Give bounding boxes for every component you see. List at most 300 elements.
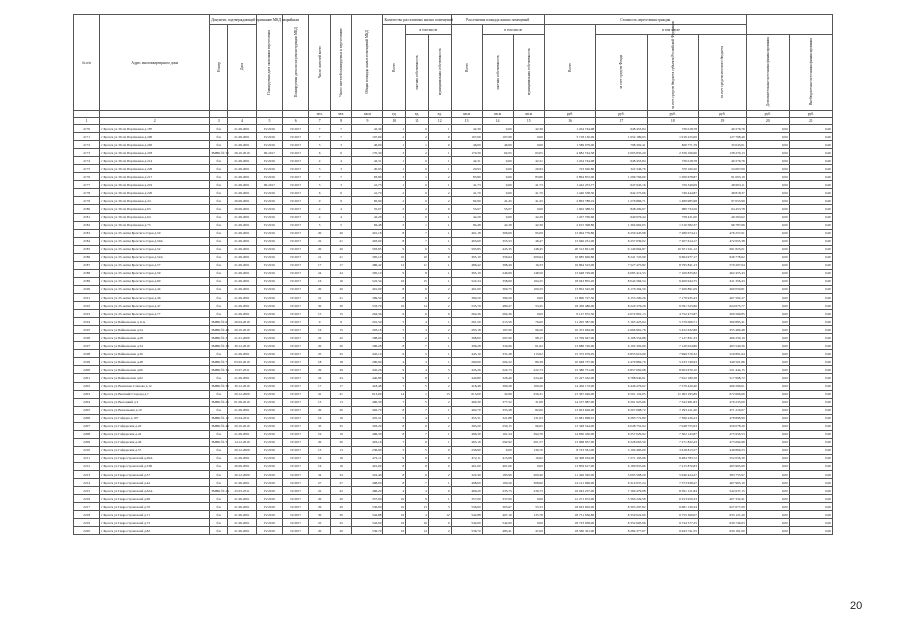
table-cell: 0,00 xyxy=(746,173,789,181)
unit-cell xyxy=(256,111,282,118)
table-cell: 49 293,02 xyxy=(698,213,746,221)
table-cell: 398,00 xyxy=(451,334,482,342)
table-cell: 15 227 432,00 xyxy=(544,374,595,382)
table-cell: 2174 xyxy=(74,157,100,165)
table-cell: 309,28 xyxy=(482,382,513,390)
table-cell: IV.2017 xyxy=(283,390,309,398)
table-cell: 84,48 xyxy=(352,221,383,229)
table-cell: 24 xyxy=(309,269,331,277)
table-cell: 1 xyxy=(428,358,451,366)
table-cell: 478 898,99 xyxy=(698,414,746,422)
table-row xyxy=(74,237,833,245)
col-plan-date-header: Планируемая дата окончания переселения xyxy=(256,15,282,111)
table-cell: 113,62 xyxy=(513,350,544,358)
table-cell: 407 332,41 xyxy=(698,495,746,503)
table-cell: 1 xyxy=(428,221,451,229)
table-row xyxy=(74,366,833,374)
table-row xyxy=(74,157,833,165)
table-cell: IV.2016 xyxy=(256,221,282,229)
table-cell: 398,00 xyxy=(352,334,383,342)
table-cell: 570 207,94 xyxy=(698,261,746,269)
table-cell: 475 956,53 xyxy=(698,430,746,438)
table-cell: 0,00 xyxy=(789,471,832,479)
table-cell: IV.2017 xyxy=(283,181,309,189)
table-cell: 197,00 xyxy=(482,326,513,334)
table-cell: 1 xyxy=(406,221,429,229)
table-cell: 46,00 xyxy=(451,141,482,149)
table-cell: 20 xyxy=(330,406,352,414)
table-cell: 486,42 xyxy=(451,261,482,269)
col-doc-date-header: Дата xyxy=(228,25,257,111)
page-number: 20 xyxy=(850,600,863,612)
table-cell: 3 xyxy=(330,165,352,173)
table-cell: 2203 xyxy=(74,390,100,398)
table-cell: 34 xyxy=(330,471,352,479)
table-cell: IV.2016 xyxy=(256,519,282,527)
address-cell: г Братск ул 25-летия Братскгэсстроя д.57 xyxy=(100,261,210,269)
table-cell: 2204 xyxy=(74,398,100,406)
table-cell: 20.12.2000 xyxy=(228,446,257,454)
table-cell: 0,00 xyxy=(746,269,789,277)
table-cell: 0,00 xyxy=(482,173,513,181)
table-cell: 0,00 xyxy=(789,157,832,165)
table-cell: 0,00 xyxy=(789,398,832,406)
table-cell: 5 233 749,93 xyxy=(647,358,698,366)
table-cell: 62,05 xyxy=(482,149,513,157)
table-cell: IV.2016 xyxy=(256,422,282,430)
extra-group-header xyxy=(746,15,832,35)
table-row xyxy=(74,406,833,414)
table-cell: 6 259 445,98 xyxy=(596,229,647,237)
table-cell: 7 xyxy=(383,438,406,446)
table-cell: 15 681 998,01 xyxy=(544,414,595,422)
table-cell: IV.2017 xyxy=(283,326,309,334)
table-cell: 1 654 189,63 xyxy=(596,133,647,141)
table-cell: 0,00 xyxy=(789,318,832,326)
table-cell: 01.06.2010 xyxy=(228,398,257,406)
table-cell: 13 800 727,50 xyxy=(544,293,595,301)
col-area-municipal-header: муниципальная собственность xyxy=(513,35,544,111)
table-cell: ЗМВК № 25 xyxy=(210,398,228,406)
table-cell: 11 426 365,00 xyxy=(544,471,595,479)
table-cell: 2216 xyxy=(74,495,100,503)
table-cell: 9 xyxy=(330,318,352,326)
table-cell: 18 560 301,00 xyxy=(544,527,595,535)
table-cell: 235,73 xyxy=(482,487,513,495)
table-cell: 4 xyxy=(309,205,331,213)
table-cell: 4 xyxy=(383,358,406,366)
rooms-group-header: Количество расселяемых жилых помещений xyxy=(383,15,451,25)
table-cell: 8 352 695,96 xyxy=(596,519,647,527)
table-cell: 2186 xyxy=(74,253,100,261)
table-cell: 0 xyxy=(428,310,451,318)
table-cell: IV.2017 xyxy=(283,342,309,350)
table-cell: 2173 xyxy=(74,149,100,157)
table-cell: IV.2017 xyxy=(283,366,309,374)
table-cell: 2176 xyxy=(74,173,100,181)
table-cell: 24 697,09 xyxy=(698,165,746,173)
table-cell: 2215 xyxy=(74,487,100,495)
table-cell: 21.09.2001 xyxy=(228,165,257,173)
table-cell: 403,00 xyxy=(451,237,482,245)
table-cell: 1 589 079,00 xyxy=(544,141,595,149)
table-cell: 3 xyxy=(330,141,352,149)
table-cell: 8 xyxy=(383,229,406,237)
column-number-cell: 7 xyxy=(309,118,331,125)
column-number-cell: 6 xyxy=(283,118,309,125)
table-cell: 2178 xyxy=(74,189,100,197)
table-cell: 0,00 xyxy=(746,326,789,334)
col-residents-header: Число жителей всего xyxy=(309,15,331,111)
table-cell: IV.2017 xyxy=(283,293,309,301)
table-cell: 6 253 950,33 xyxy=(647,495,698,503)
table-cell: 10,62 xyxy=(513,454,544,462)
table-cell: 0,00 xyxy=(789,454,832,462)
table-cell: 0 xyxy=(406,213,429,221)
table-row xyxy=(74,269,833,277)
table-cell: 6 102 302,99 xyxy=(596,342,647,350)
table-cell: 22 xyxy=(309,487,331,495)
table-cell: 5 xyxy=(383,326,406,334)
column-number-cell: 2 xyxy=(100,118,210,125)
table-cell: IV.2017 xyxy=(283,310,309,318)
table-cell: 8 044 584,54 xyxy=(596,277,647,285)
col-area-private-header: частная собственность xyxy=(482,35,513,111)
table-cell: 635 121,20 xyxy=(698,511,746,519)
table-cell: 0,00 xyxy=(746,487,789,495)
table-cell: IV.2016 xyxy=(256,310,282,318)
table-cell: 445,26 xyxy=(451,366,482,374)
table-cell: 0,00 xyxy=(746,414,789,422)
address-cell: г Братск ул 30-ти Партизанов д.217 xyxy=(100,173,210,181)
table-cell: 466,20 xyxy=(451,487,482,495)
table-cell: IV.2017 xyxy=(283,173,309,181)
address-cell: г Братск ул 25-летия Братскгэсстроя д.50 xyxy=(100,229,210,237)
table-cell: 0,00 xyxy=(746,374,789,382)
table-cell: 21.09.2001 xyxy=(228,229,257,237)
table-cell: 0,00 xyxy=(789,374,832,382)
table-cell: IV.2017 xyxy=(283,277,309,285)
table-cell: 0,00 xyxy=(482,446,513,454)
table-cell: 0 xyxy=(406,157,429,165)
table-cell: 552 056,30 xyxy=(698,454,746,462)
table-cell: 636 778,62 xyxy=(698,253,746,261)
table-cell: 264,36 xyxy=(352,310,383,318)
table-cell: 55,07 xyxy=(482,205,513,213)
table-cell: 303,67 xyxy=(482,503,513,511)
table-cell: 21.09.2001 xyxy=(228,261,257,269)
table-cell: 4 752 473,87 xyxy=(647,310,698,318)
table-cell: 222,73 xyxy=(513,366,544,374)
table-cell: IV.2016 xyxy=(256,438,282,446)
table-cell: 10 xyxy=(406,253,429,261)
table-cell: 472,11 xyxy=(451,454,482,462)
table-cell: 0,00 xyxy=(482,189,513,197)
table-cell: 749 444,87 xyxy=(647,189,698,197)
table-cell: 0 xyxy=(428,141,451,149)
table-cell: 7 xyxy=(406,237,429,245)
address-cell: г Братск ул Гидростроителей д.69 xyxy=(100,495,210,503)
table-cell: 0,00 xyxy=(789,438,832,446)
table-cell: IV.2016 xyxy=(256,165,282,173)
column-number-cell: 1 xyxy=(74,118,100,125)
table-cell: 40 276,76 xyxy=(698,125,746,133)
table-cell: 2184 xyxy=(74,237,100,245)
table-row xyxy=(74,293,833,301)
table-cell: 9 xyxy=(406,454,429,462)
col-no-header: № п/п xyxy=(74,15,100,111)
table-cell: 21 367 049,00 xyxy=(544,390,595,398)
table-cell: 20 xyxy=(309,438,331,446)
table-row xyxy=(74,310,833,318)
table-cell: б/н xyxy=(210,350,228,358)
table-cell: 16 043 237,00 xyxy=(544,487,595,495)
table-cell: IV.2016 xyxy=(256,414,282,422)
table-cell: IV.2017 xyxy=(283,527,309,535)
table-cell: 0,00 xyxy=(789,237,832,245)
table-cell: 7 xyxy=(330,173,352,181)
table-cell: 2 xyxy=(428,302,451,310)
table-cell: 593,85 xyxy=(352,245,383,253)
table-cell: 21.09.2001 xyxy=(228,125,257,133)
table-cell: 0,00 xyxy=(789,269,832,277)
table-cell: 459 078,29 xyxy=(698,422,746,430)
table-cell: 2188 xyxy=(74,269,100,277)
table-cell: 8 xyxy=(406,462,429,470)
table-cell: 109,20 xyxy=(513,382,544,390)
table-cell: б/н xyxy=(210,173,228,181)
table-cell: 2214 xyxy=(74,479,100,487)
table-cell: 20 xyxy=(330,245,352,253)
table-row xyxy=(74,133,833,141)
table-cell: 170,39 xyxy=(451,149,482,157)
table-cell: 21.01.2009 xyxy=(228,334,257,342)
cost-group-header: Стоимость переселения граждан xyxy=(544,15,746,25)
table-cell: 1 xyxy=(428,181,451,189)
table-cell: 2 xyxy=(428,285,451,293)
table-cell: 1 xyxy=(383,165,406,173)
table-cell: 7 922 180,38 xyxy=(647,374,698,382)
table-cell: 691 825,01 xyxy=(698,245,746,253)
table-cell: 0,00 xyxy=(746,422,789,430)
table-cell: 0,00 xyxy=(789,462,832,470)
table-cell: 7 xyxy=(330,125,352,133)
address-cell: г Братск ул 25-летия Братскгэсстроя д.46 xyxy=(100,293,210,301)
column-number-cell: 9 xyxy=(352,118,383,125)
table-cell: 402,70 xyxy=(451,406,482,414)
table-cell: ЗМВК № 34 xyxy=(210,366,228,374)
table-cell: 7 302 143,87 xyxy=(647,430,698,438)
table-cell: 401,18 xyxy=(451,229,482,237)
table-cell: ЗМВК № 3 xyxy=(210,438,228,446)
table-cell: 399,50 xyxy=(352,293,383,301)
table-cell: 29 xyxy=(330,503,352,511)
address-cell: г Братск ул Вокзальная д.10 xyxy=(100,406,210,414)
table-cell: 0,00 xyxy=(746,454,789,462)
table-cell: 15 372 079,05 xyxy=(544,350,595,358)
table-cell: 32,69 xyxy=(482,390,513,398)
table-cell: 13 852 545,00 xyxy=(544,285,595,293)
table-cell: 21.09.2001 xyxy=(228,511,257,519)
table-cell: 467 502,27 xyxy=(698,293,746,301)
table-cell: 24 xyxy=(330,374,352,382)
table-cell: 0,00 xyxy=(513,519,544,527)
table-cell: 720 349,09 xyxy=(647,181,698,189)
table-row xyxy=(74,277,833,285)
table-cell: 356,64 xyxy=(482,253,513,261)
table-cell: 15 380 751,96 xyxy=(544,366,595,374)
table-cell: 30 xyxy=(330,511,352,519)
table-cell: 41,70 xyxy=(352,189,383,197)
table-cell: 164,25 xyxy=(513,277,544,285)
table-cell: 1 xyxy=(406,141,429,149)
table-cell: 0,00 xyxy=(513,293,544,301)
table-cell: 1 xyxy=(406,173,429,181)
table-cell: 18 043 855,20 xyxy=(544,277,595,285)
address-cell: г Братск ул Байкальская д.28 xyxy=(100,334,210,342)
column-number-cell: 8 xyxy=(330,118,352,125)
table-cell: 30.12.2010 xyxy=(228,382,257,390)
table-cell: 4 xyxy=(406,366,429,374)
table-cell: IV.2016 xyxy=(256,141,282,149)
address-cell: г Братск ул Гидростроителей д.37 xyxy=(100,471,210,479)
table-cell: б/н xyxy=(210,205,228,213)
table-cell: 2182 xyxy=(74,221,100,229)
table-cell: 1 xyxy=(428,334,451,342)
table-cell: 9 xyxy=(383,366,406,374)
table-cell: 7 xyxy=(309,173,331,181)
table-row xyxy=(74,197,833,205)
table-cell: 0 xyxy=(428,462,451,470)
table-row xyxy=(74,261,833,269)
table-cell: 0,00 xyxy=(746,213,789,221)
table-cell: 86,38 xyxy=(513,358,544,366)
table-cell: 0,00 xyxy=(746,133,789,141)
col-extra-header: Дополнительные источники финансирования xyxy=(746,35,789,111)
table-cell: 13 xyxy=(330,446,352,454)
address-cell: г Братск ул 25-летия Братскгэсстроя д.77 xyxy=(100,310,210,318)
table-cell: 1 296 766,60 xyxy=(596,173,647,181)
table-cell: 0,00 xyxy=(789,229,832,237)
table-cell: IV.2016 xyxy=(256,237,282,245)
table-cell: 6 xyxy=(330,189,352,197)
table-cell: 84,48 xyxy=(451,221,482,229)
table-cell: 7 271 193,98 xyxy=(596,454,647,462)
table-cell: IV.2017 xyxy=(283,213,309,221)
table-cell: 9 127 972,50 xyxy=(544,310,595,318)
table-cell: 200,64 xyxy=(513,253,544,261)
table-cell: ЗМВК № 46 xyxy=(210,422,228,430)
table-cell: IV.2017 xyxy=(283,358,309,366)
table-cell: 418,48 xyxy=(451,382,482,390)
table-cell: 2175 xyxy=(74,165,100,173)
table-cell: 736 018,78 xyxy=(647,125,698,133)
table-cell: 522,34 xyxy=(451,277,482,285)
table-cell: 6 207 698,72 xyxy=(596,406,647,414)
table-cell: 20 xyxy=(309,406,331,414)
table-cell: 4 xyxy=(406,487,429,495)
table-cell: IV.2016 xyxy=(256,495,282,503)
table-cell: 0,00 xyxy=(513,462,544,470)
address-cell: г Братск ул 30-ти Партизанов д.219 xyxy=(100,181,210,189)
column-number-cell: 16 xyxy=(544,118,595,125)
table-cell: 3 xyxy=(309,141,331,149)
table-cell: 21.09.2001 xyxy=(228,479,257,487)
table-cell: 170,39 xyxy=(352,149,383,157)
table-cell: 215,50 xyxy=(482,318,513,326)
table-cell: 21.09.2001 xyxy=(228,430,257,438)
table-row xyxy=(74,438,833,446)
table-cell: 25.03.2011 xyxy=(228,487,257,495)
unit-cell xyxy=(228,111,257,118)
table-cell: 236,90 xyxy=(352,446,383,454)
table-cell: б/н xyxy=(210,197,228,205)
table-cell: 1 xyxy=(428,342,451,350)
table-cell: 334,66 xyxy=(482,342,513,350)
table-cell: 240 809,23 xyxy=(698,446,746,454)
table-cell: 0,00 xyxy=(746,471,789,479)
table-cell: 672 666,06 xyxy=(698,390,746,398)
table-cell: 1 xyxy=(428,438,451,446)
registry-sheet xyxy=(73,14,833,580)
table-cell: 337,00 xyxy=(482,495,513,503)
table-cell: 53,33 xyxy=(513,503,544,511)
table-cell: 393,20 xyxy=(451,422,482,430)
table-cell: 377,52 xyxy=(482,398,513,406)
table-cell: 520 891,64 xyxy=(698,350,746,358)
table-cell: 10 xyxy=(383,253,406,261)
table-cell: 0 xyxy=(428,133,451,141)
table-cell: 0 xyxy=(406,125,429,133)
table-cell: 2189 xyxy=(74,277,100,285)
table-row xyxy=(74,487,833,495)
table-cell: 5 xyxy=(383,318,406,326)
table-row xyxy=(74,527,833,535)
table-cell: 0,00 xyxy=(746,446,789,454)
table-cell: б/н xyxy=(210,229,228,237)
table-cell: 9 501 122,05 xyxy=(596,390,647,398)
table-cell: 9 xyxy=(309,197,331,205)
unit-cell xyxy=(283,111,309,118)
table-cell: 401,00 xyxy=(482,462,513,470)
address-cell: г Братск ул Байкальская д.11А xyxy=(100,318,210,326)
table-cell: 9 643 741,55 xyxy=(647,527,698,535)
table-cell: 0 xyxy=(428,487,451,495)
table-cell: 326,40 xyxy=(482,374,513,382)
table-cell: 758 431,00 xyxy=(647,213,698,221)
table-cell: 624 675,77 xyxy=(698,302,746,310)
table-cell: 256,31 xyxy=(513,390,544,398)
table-cell: 490 296,01 xyxy=(698,382,746,390)
table-cell: 41,73 xyxy=(513,181,544,189)
address-cell: г Братск ул Гайдарская д.46 xyxy=(100,438,210,446)
table-cell: IV.2017 xyxy=(283,237,309,245)
table-cell: IV.2016 xyxy=(256,342,282,350)
table-cell: 472,11 xyxy=(352,454,383,462)
table-cell: 131,03 xyxy=(513,414,544,422)
table-cell: 0,00 xyxy=(789,253,832,261)
table-row xyxy=(74,358,833,366)
table-cell: 0,00 xyxy=(746,245,789,253)
table-cell: 7 366 226,23 xyxy=(647,414,698,422)
table-cell: 486,42 xyxy=(352,261,383,269)
table-cell: 42,29 xyxy=(451,213,482,221)
area-group-header: Расселяемая площадь жилых помещений xyxy=(451,15,544,25)
table-cell: 0,00 xyxy=(789,141,832,149)
table-cell: 292,92 xyxy=(482,438,513,446)
table-cell: 445,26 xyxy=(352,366,383,374)
table-cell: 0,00 xyxy=(746,125,789,133)
